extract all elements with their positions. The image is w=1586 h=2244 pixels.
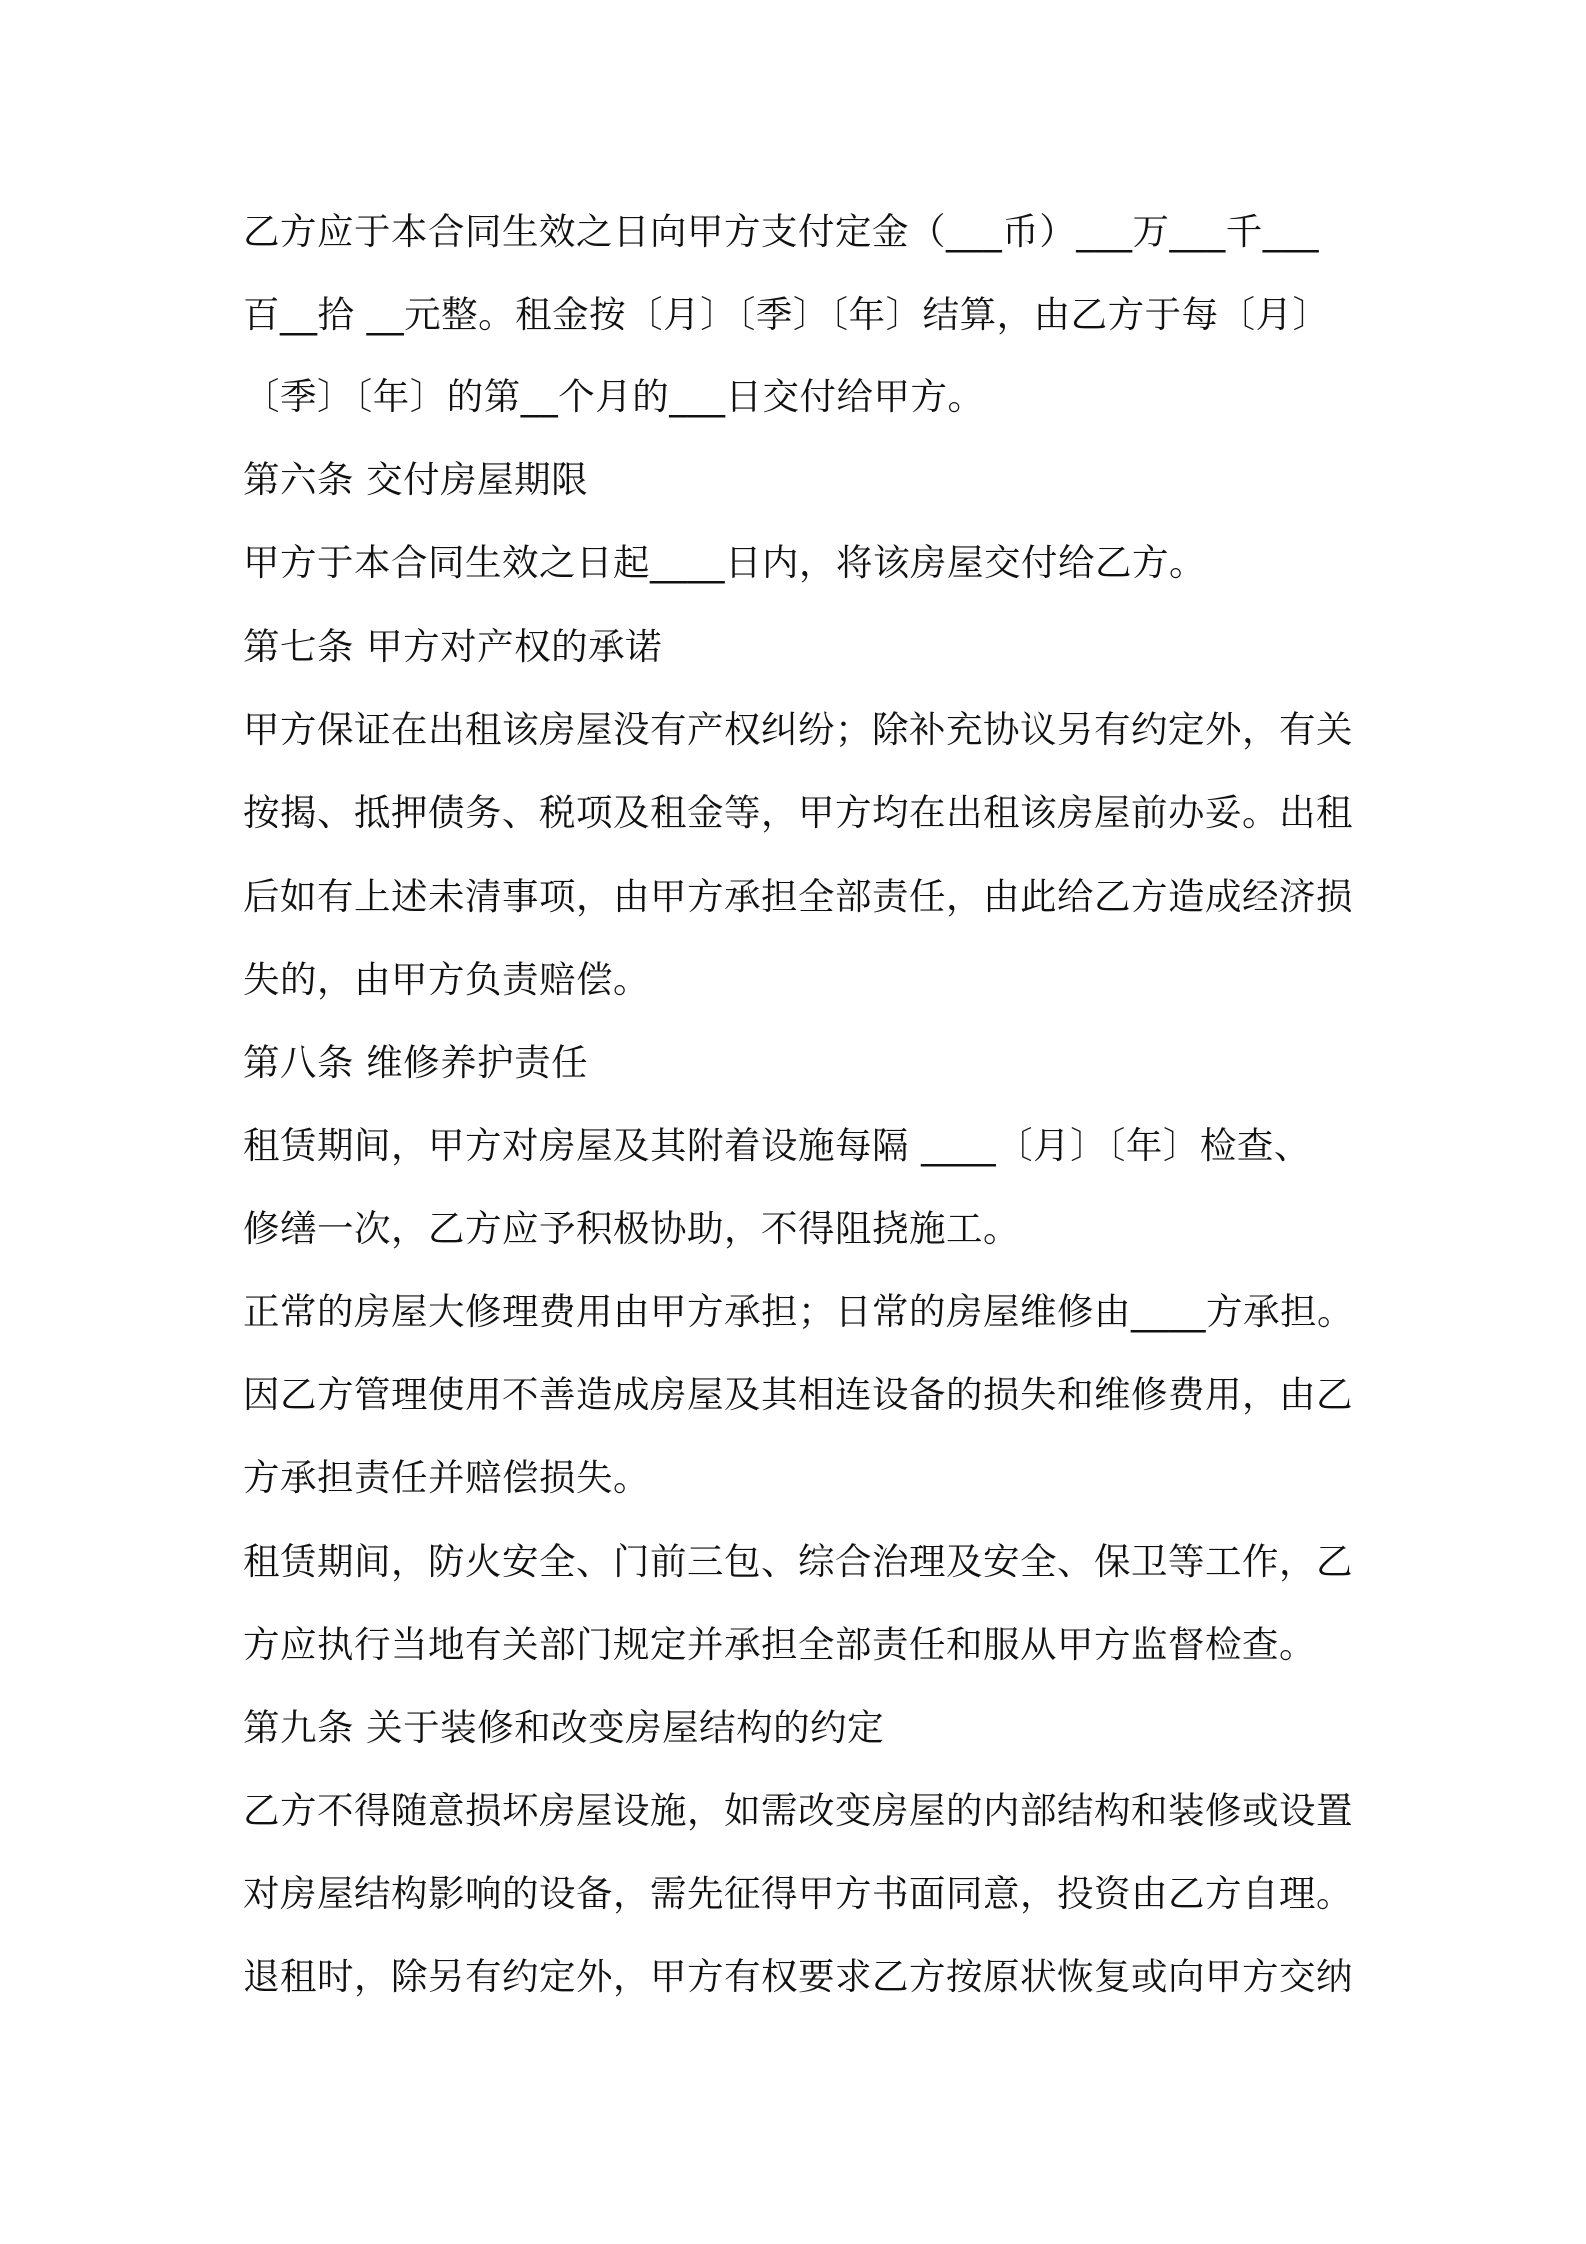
text-line: 正常的房屋大修理费用由甲方承担；日常的房屋维修由____方承担。 xyxy=(243,1290,1354,1333)
text-line: 修缮一次，乙方应予积极协助，不得阻挠施工。 xyxy=(243,1207,1020,1250)
text-line: 甲方保证在出租该房屋没有产权纠纷；除补充协议另有约定外，有关 xyxy=(243,708,1353,751)
section-heading: 第七条 甲方对产权的承诺 xyxy=(243,625,663,668)
section-heading: 第六条 交付房屋期限 xyxy=(243,458,589,501)
text-line: 退租时，除另有约定外，甲方有权要求乙方按原状恢复或向甲方交纳 xyxy=(243,1955,1353,1998)
text-line: 〔季〕〔年〕的第__个月的___日交付给甲方。 xyxy=(243,375,985,418)
text-line: 按揭、抵押债务、税项及租金等，甲方均在出租该房屋前办妥。出租 xyxy=(243,791,1353,834)
text-line: 因乙方管理使用不善造成房屋及其相连设备的损失和维修费用，由乙 xyxy=(243,1373,1353,1416)
text-line: 方应执行当地有关部门规定并承担全部责任和服从甲方监督检查。 xyxy=(243,1623,1316,1666)
text-line: 甲方于本合同生效之日起____日内，将该房屋交付给乙方。 xyxy=(243,541,1206,584)
text-line: 百__拾 __元整。租金按〔月〕〔季〕〔年〕结算，由乙方于每〔月〕 xyxy=(243,293,1330,336)
text-line: 后如有上述未清事项，由甲方承担全部责任，由此给乙方造成经济损 xyxy=(243,875,1353,918)
text-line: 失的，由甲方负责赔偿。 xyxy=(243,958,650,1001)
text-line: 方承担责任并赔偿损失。 xyxy=(243,1456,650,1499)
text-line: 租赁期间，甲方对房屋及其附着设施每隔 ____〔月〕〔年〕检查、 xyxy=(243,1124,1311,1167)
section-heading: 第八条 维修养护责任 xyxy=(243,1041,589,1084)
text-line: 对房屋结构影响的设备，需先征得甲方书面同意，投资由乙方自理。 xyxy=(243,1872,1353,1915)
text-line: 租赁期间，防火安全、门前三包、综合治理及安全、保卫等工作，乙 xyxy=(243,1540,1353,1583)
text-line: 乙方应于本合同生效之日向甲方支付定金（___币）___万___千___ xyxy=(243,210,1319,253)
section-heading: 第九条 关于装修和改变房屋结构的约定 xyxy=(243,1706,885,1749)
text-line: 乙方不得随意损坏房屋设施，如需改变房屋的内部结构和装修或设置 xyxy=(243,1789,1353,1832)
